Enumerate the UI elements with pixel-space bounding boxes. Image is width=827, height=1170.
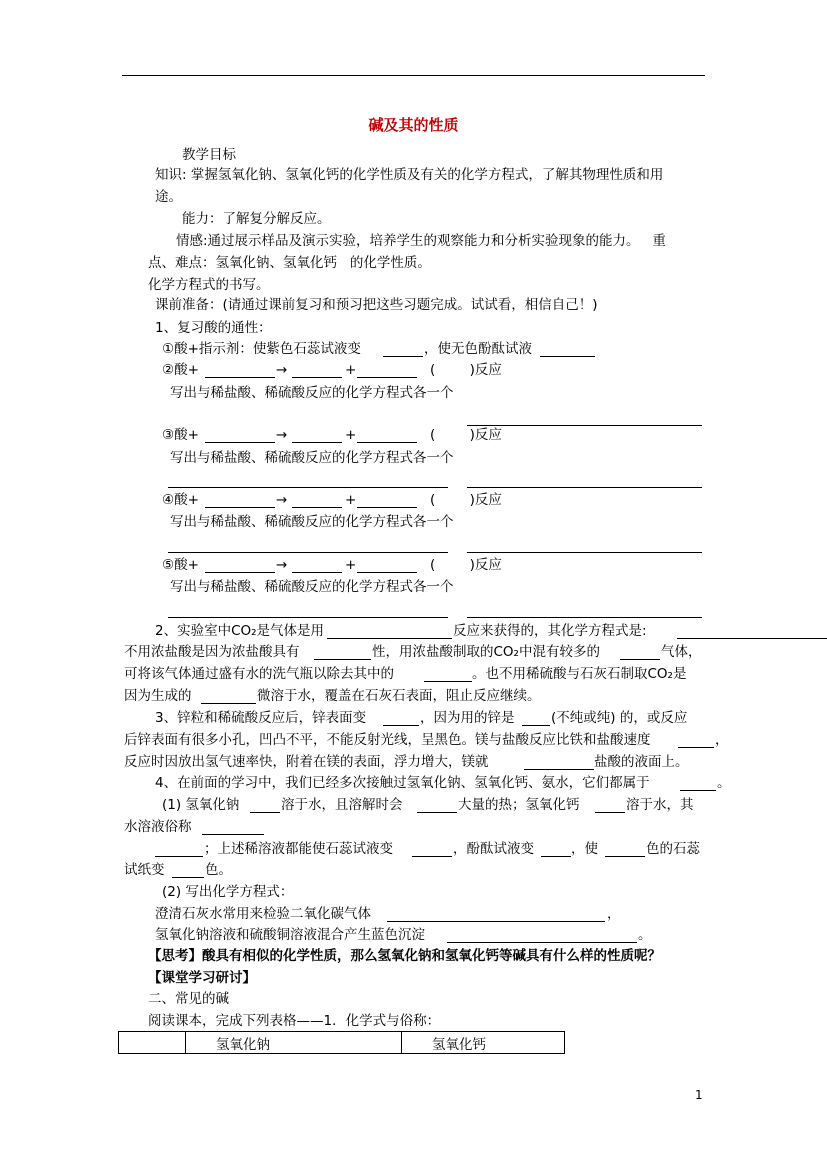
item-2-label: ②酸+ (162, 362, 199, 378)
q4-text: 4、在前面的学习中，我们已经多次接触过氢氧化钠、氢氧化钙、氨水，它们都属于 (155, 775, 650, 791)
answer-line[interactable] (467, 617, 702, 618)
blank[interactable] (678, 747, 714, 748)
table-header-caoh2: 氢氧化钙 (402, 1032, 565, 1054)
blank[interactable] (541, 856, 571, 857)
q3-text-d: 后锌表面有很多小孔，凹凸不平，不能反射光线，呈黑色。镁与盐酸反应比铁和盐酸速度 (124, 732, 651, 748)
emotion-goal: 情感:通过展示样品及演示实验，培养学生的观察能力和分析实验现象的能力。 重 (176, 233, 666, 249)
blank[interactable] (357, 572, 417, 573)
blank[interactable] (205, 377, 275, 378)
write-equations: 写出与稀盐酸、稀硫酸反应的化学方程式各一个 (170, 385, 454, 401)
header-rule (122, 75, 705, 76)
q4-1-text-d: 溶于水，其 (626, 797, 694, 813)
plus: + (345, 492, 357, 508)
blank[interactable] (680, 790, 716, 791)
item-3-label: ③酸+ (162, 427, 199, 443)
reaction-type: ( )反应 (430, 427, 502, 443)
blank[interactable] (595, 812, 625, 813)
section-heading: 二、常见的碱 (148, 991, 229, 1007)
blank[interactable] (205, 442, 275, 443)
answer-line[interactable] (467, 425, 702, 426)
table-cell[interactable] (119, 1032, 186, 1054)
write-equations: 写出与稀盐酸、稀硫酸反应的化学方程式各一个 (170, 450, 454, 466)
blank[interactable] (250, 812, 280, 813)
blank[interactable] (155, 856, 203, 857)
knowledge-goal-cont: 途。 (155, 189, 182, 205)
blank[interactable] (201, 703, 256, 704)
blank[interactable] (357, 507, 417, 508)
blank[interactable] (424, 681, 472, 682)
blank[interactable] (383, 725, 419, 726)
review-acid: 1、复习酸的通性： (155, 320, 272, 336)
q4-1-text-i: 色的石蕊 (646, 841, 700, 857)
q2-text-c: 不用浓盐酸是因为浓盐酸具有 (124, 644, 300, 660)
think-prompt: 【思考】酸具有相似的化学性质，那么氢氧化钠和氢氧化钙等碱具有什么样的性质呢？ (148, 948, 661, 964)
answer-line[interactable] (168, 617, 448, 618)
reaction-type: ( )反应 (430, 362, 502, 378)
key-points-cont: 化学方程式的书写。 (148, 277, 270, 293)
knowledge-goal: 知识: 掌握氢氧化钠、氢氧化钙的化学性质及有关的化学方程式，了解其物理性质和用 (155, 167, 664, 183)
blank[interactable] (540, 356, 595, 357)
q4-2-eq2: 氢氧化钠溶液和硫酸铜溶液混合产生蓝色沉淀 (155, 927, 425, 943)
q2-text-f: 可将该气体通过盛有水的洗气瓶以除去其中的 (124, 666, 394, 682)
q4-1-text: (1) 氢氧化钠 (162, 797, 240, 813)
blank[interactable] (605, 856, 645, 857)
arrow: → (276, 427, 288, 443)
write-equations: 写出与稀盐酸、稀硫酸反应的化学方程式各一个 (170, 579, 454, 595)
blank[interactable] (417, 812, 457, 813)
q3-text-c: (不纯或纯) 的，或反应 (551, 710, 688, 726)
q3-text-g: 盐酸的液面上。 (594, 754, 689, 770)
q2-text: 2、实验室中CO₂是气体是用 (155, 623, 325, 639)
q3-text-e: ， (715, 732, 729, 748)
q3-text: 3、锌粒和稀硫酸反应后，锌表面变 (155, 710, 367, 726)
q4-2-eq2-end: 。 (638, 927, 652, 943)
blank[interactable] (292, 572, 342, 573)
arrow: → (276, 492, 288, 508)
q2-text-h: 因为生成的 (124, 688, 192, 704)
q4-text-b: 。 (717, 775, 731, 791)
plus: + (345, 427, 357, 443)
blank[interactable] (524, 769, 594, 770)
q2-text-d: 性，用浓盐酸制取的CO₂中混有较多的 (372, 644, 600, 660)
answer-line[interactable] (467, 552, 702, 553)
reaction-type: ( )反应 (430, 557, 502, 573)
q4-1-text-f: ；上述稀溶液都能使石蕊试液变 (204, 841, 393, 857)
blank[interactable] (202, 834, 264, 835)
q3-text-f: 反应时因放出氢气速率快，附着在镁的表面，浮力增大，镁就 (124, 754, 489, 770)
blank[interactable] (357, 377, 417, 378)
blank[interactable] (292, 507, 342, 508)
table-header-naoh: 氢氧化钠 (186, 1032, 402, 1054)
key-points: 点、难点：氢氧化钠、氢氧化钙 的化学性质。 (148, 255, 431, 271)
q4-1-text-e: 水溶液俗称 (124, 819, 192, 835)
blank[interactable] (357, 442, 417, 443)
arrow: → (276, 557, 288, 573)
blank[interactable] (314, 659, 371, 660)
blank[interactable] (205, 507, 275, 508)
blank[interactable] (677, 638, 827, 639)
blank[interactable] (172, 877, 204, 878)
blank[interactable] (205, 572, 275, 573)
plus: + (345, 557, 357, 573)
q4-1-text-g: ，酚酞试液变 (453, 841, 534, 857)
blank[interactable] (522, 725, 550, 726)
q4-1-text-b: 溶于水，且溶解时会 (281, 797, 403, 813)
answer-line[interactable] (168, 487, 448, 488)
q4-1-text-h: ，使 (571, 841, 598, 857)
arrow: → (276, 362, 288, 378)
reaction-type: ( )反应 (430, 492, 502, 508)
q4-1-text-k: 色。 (205, 862, 232, 878)
item-4-label: ④酸+ (162, 492, 199, 508)
q4-2-eq1-end: ， (607, 906, 621, 922)
q4-2-eq1: 澄清石灰水常用来检验二氧化碳气体 (155, 906, 371, 922)
q4-2-text: (2) 写出化学方程式： (162, 884, 294, 900)
teaching-goals: 教学目标 (182, 147, 236, 163)
q2-text-b: 反应来获得的，其化学方程式是: (453, 623, 647, 639)
q4-1-text-c: 大量的热；氢氧化钙 (458, 797, 580, 813)
blank[interactable] (292, 442, 342, 443)
blank[interactable] (620, 659, 660, 660)
ability-goal: 能力：了解复分解反应。 (182, 211, 331, 227)
q2-text-e: 气体， (661, 644, 702, 660)
plus: + (345, 362, 357, 378)
preparation: 课前准备：(请通过课前复习和预习把这些习题完成。试试看，相信自己！) (155, 297, 598, 313)
page-number: 1 (695, 1088, 703, 1102)
study-heading: 【课堂学习研讨】 (148, 970, 256, 986)
page-title: 碱及其的性质 (368, 116, 459, 134)
q4-1-text-j: 试纸变 (124, 862, 165, 878)
item-1-text-b: ，使无色酚酞试液 (424, 341, 532, 357)
answer-line[interactable] (447, 942, 637, 943)
answer-line[interactable] (467, 487, 702, 488)
q3-text-b: ，因为用的锌是 (420, 710, 515, 726)
answer-line[interactable] (168, 552, 448, 553)
answer-line[interactable] (387, 921, 605, 922)
item-5-label: ⑤酸+ (162, 557, 199, 573)
item-1-text: ①酸+指示剂：使紫色石蕊试液变 (162, 341, 361, 357)
q2-text-i: 微溶于水，覆盖在石灰石表面，阻止反应继续。 (257, 688, 541, 704)
q2-text-g: 。也不用稀硫酸与石灰石制取CO₂是 (472, 666, 687, 682)
base-table (118, 1031, 565, 1054)
reading-instruction: 阅读课本，完成下列表格——1．化学式与俗称： (148, 1013, 441, 1029)
blank[interactable] (412, 856, 452, 857)
blank[interactable] (327, 638, 452, 639)
write-equations: 写出与稀盐酸、稀硫酸反应的化学方程式各一个 (170, 514, 454, 530)
blank[interactable] (292, 377, 342, 378)
blank[interactable] (383, 356, 423, 357)
